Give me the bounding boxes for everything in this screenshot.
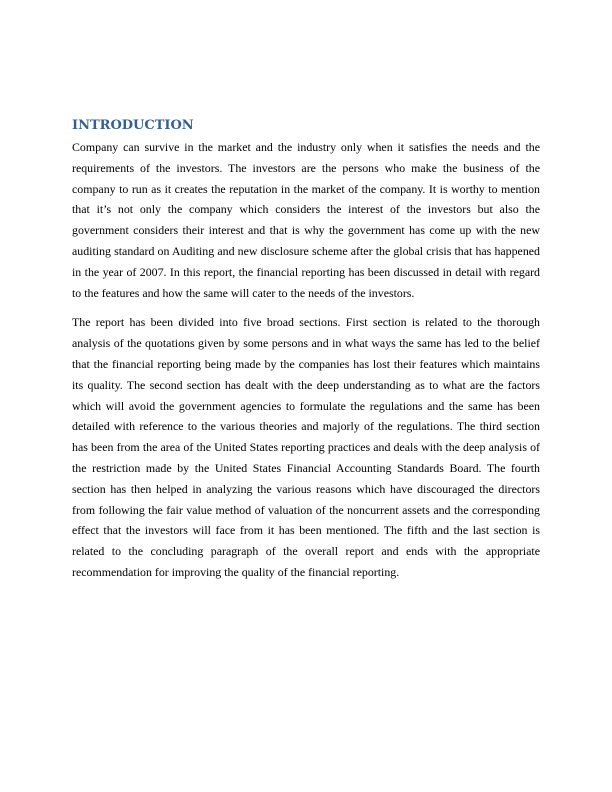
intro-paragraph-2: The report has been divided into five broad sections. First section is related to the thorough analysis of the quotations given by some persons and in what ways the same has led to the belief that the financial reporting being made by the companies has lost their features which maintains its quality. The second section has dealt with the deep understanding as to what are the factors which will avoid the government agencies to formulate the regulations and the same has been detailed with reference to the various theories and majorly of the regulations. The third section has been from the area of the United States reporting practices and deals with the deep analysis of the restriction made by the United States Financial Accounting Standards Board. The fourth section has then helped in analyzing the various reasons which have discouraged the directors from following the fair value method of valuation of the noncurrent assets and the corresponding effect that the investors will face from it has been mentioned. The fifth and the last section is related to the concluding paragraph of the overall report and ends with the appropriate recommendation for improving the quality of the financial reporting. bbox=[72, 315, 540, 579]
section-heading: INTRODUCTION bbox=[72, 118, 194, 133]
document-body bbox=[72, 117, 540, 583]
intro-paragraph-1: Company can survive in the market and the industry only when it satisfies the needs and the requirements of the investors. The investors are the persons who make the business of the company to run as it creates the reputation in the market of the company. It is worthy to mention that it’s not only the company which considers the interest of the investors but also the government considers their interest and that is why the government has come up with the new auditing standard on Auditing and new disclosure scheme after the global crisis that has happened in the year of 2007. In this report, the financial reporting has been discussed in detail with regard to the features and how the same will cater to the needs of the investors. bbox=[72, 140, 540, 300]
